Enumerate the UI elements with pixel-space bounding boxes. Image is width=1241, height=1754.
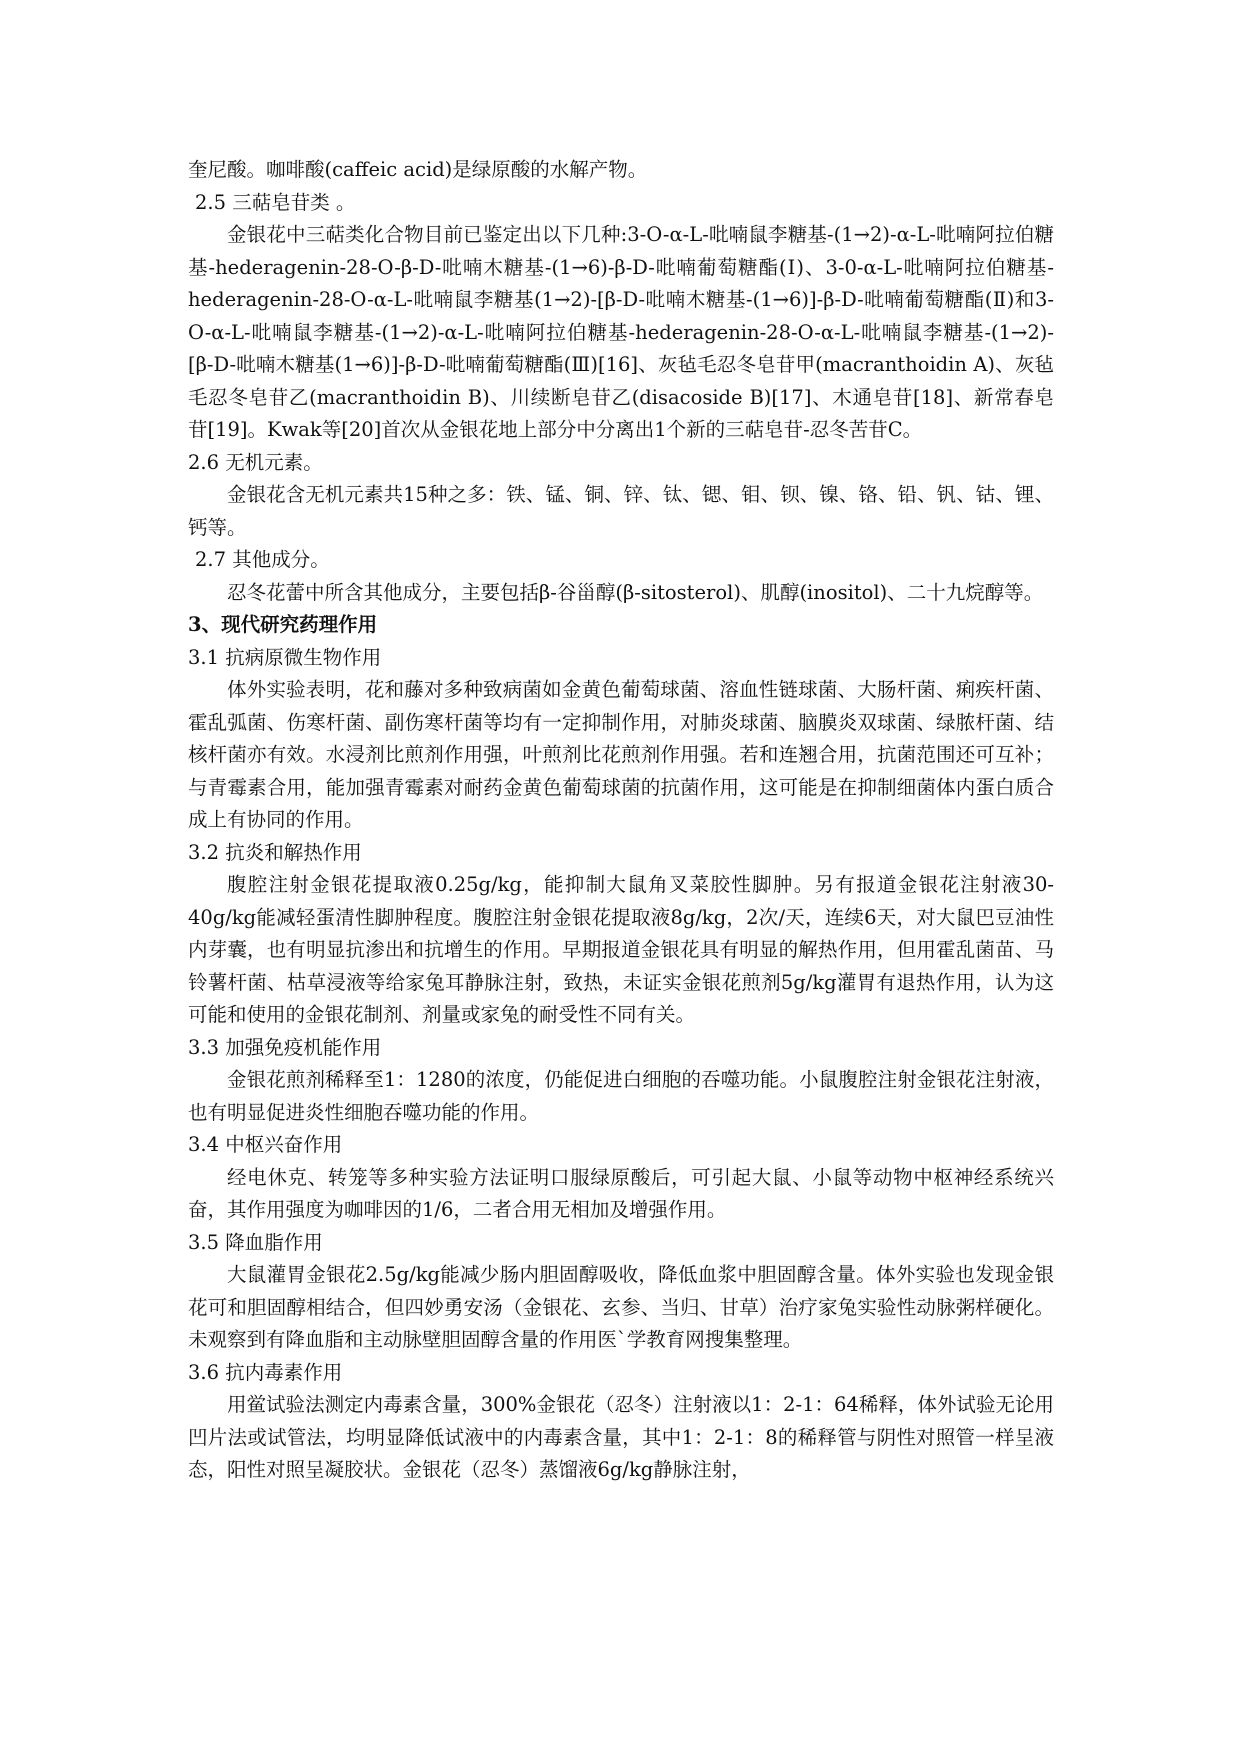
section-heading: 3.6 抗内毒素作用	[188, 1360, 343, 1384]
paragraph: 金银花煎剂稀释至1：1280的浓度，仍能促进白细胞的吞噬功能。小鼠腹腔注射金银花注射液，也有明显促进炎性细胞吞噬功能的作用。	[188, 1068, 1054, 1124]
paragraph: 忍冬花蕾中所含其他成分，主要包括β-谷甾醇(β-sitosterol)、肌醇(inositol)、二十九烷醇等。	[227, 580, 1044, 604]
paragraph: 腹腔注射金银花提取液0.25g/kg，能抑制大鼠角叉菜胶性脚肿。另有报道金银花注射液30-40g/kg能减轻蛋清性脚肿程度。腹腔注射金银花提取液8g/kg，2次/天，连续6天，对大鼠巴豆油性内芽囊，也有明显抗渗出和抗增生的作用。早期报道金银花具有明显的解热作用，但用霍乱菌苗、马铃薯杆菌、枯草浸液等给家兔耳静脉注射，致热，未证实金银花煎剂5g/kg灌胃有退热作用，认为这可能和使用的金银花制剂、剂量或家兔的耐受性不同有关。	[188, 873, 1054, 1026]
paragraph: 经电休克、转笼等多种实验方法证明口服绿原酸后，可引起大鼠、小鼠等动物中枢神经系统兴奋，其作用强度为咖啡因的1/6，二者合用无相加及增强作用。	[188, 1165, 1054, 1221]
paragraph: 大鼠灌胃金银花2.5g/kg能减少肠内胆固醇吸收，降低血浆中胆固醇含量。体外实验也发现金银花可和胆固醇相结合，但四妙勇安汤（金银花、玄参、当归、甘草）治疗家兔实验性动脉粥样硬化。未观察到有降血脂和主动脉壁胆固醇含量的作用医`学教育网搜集整理。	[188, 1263, 1054, 1351]
paragraph: 金银花中三萜类化合物目前已鉴定出以下几种:3-O-α-L-吡喃鼠李糖基-(1→2)-α-L-吡喃阿拉伯糖基-hederagenin-28-O-β-D-吡喃木糖基-(1→6)-β-D-吡喃葡萄糖酯(Ⅰ)、3-0-α-L-吡喃阿拉伯糖基-hederagenin-28-O-α-L-吡喃鼠李糖基(1→2)-[β-D-吡喃木糖基-(1→6)]-β-D-吡喃葡萄糖酯(Ⅱ)和3-O-α-L-吡喃鼠李糖基-(1→2)-α-L-吡喃阿拉伯糖基-hederagenin-28-O-α-L-吡喃鼠李糖基-(1→2)-[β-D-吡喃木糖基(1→6)]-β-D-吡喃葡萄糖酯(Ⅲ)[16]、灰毡毛忍冬皂苷甲(macranthoidin A)、灰毡毛忍冬皂苷乙(macranthoidin B)、川续断皂苷乙(disacoside B)[17]、木通皂苷[18]、新常春皂苷[19]。Kwak等[20]首次从金银花地上部分中分离出1个新的三萜皂苷-忍冬苦苷C。	[188, 223, 1054, 441]
section-heading: 2.6 无机元素。	[188, 450, 323, 474]
paragraph: 金银花含无机元素共15种之多：铁、锰、铜、锌、钛、锶、钼、钡、镍、铬、铅、钒、钴、锂、钙等。	[188, 483, 1054, 539]
section-heading: 3.2 抗炎和解热作用	[188, 840, 362, 864]
section-heading: 2.7 其他成分。	[195, 548, 330, 571]
paragraph: 奎尼酸。咖啡酸(caffeic acid)是绿原酸的水解产物。	[188, 158, 648, 181]
paragraph: 体外实验表明，花和藤对多种致病菌如金黄色葡萄球菌、溶血性链球菌、大肠杆菌、痢疾杆菌、霍乱弧菌、伤寒杆菌、副伤寒杆菌等均有一定抑制作用，对肺炎球菌、脑膜炎双球菌、绿脓杆菌、结核杆菌亦有效。水浸剂比煎剂作用强，叶煎剂比花煎剂作用强。若和连翘合用，抗菌范围还可互补；与青霉素合用，能加强青霉素对耐药金黄色葡萄球菌的抗菌作用，这可能是在抑制细菌体内蛋白质合成上有协同的作用。	[188, 678, 1054, 831]
section-heading: 3.1 抗病原微生物作用	[188, 645, 382, 669]
section-heading: 3.3 加强免疫机能作用	[188, 1035, 382, 1059]
section-heading: 3、现代研究药理作用	[188, 613, 378, 636]
section-heading: 3.5 降血脂作用	[188, 1230, 323, 1254]
document-body	[188, 154, 1054, 1487]
section-heading: 3.4 中枢兴奋作用	[188, 1133, 343, 1156]
paragraph: 用鲎试验法测定内毒素含量，300%金银花（忍冬）注射液以1：2-1：64稀释，体外试验无论用凹片法或试管法，均明显降低试液中的内毒素含量，其中1：2-1：8的稀释管与阴性对照管一样呈液态，阳性对照呈凝胶状。金银花（忍冬）蒸馏液6g/kg静脉注射，	[188, 1393, 1054, 1481]
section-heading: 2.5 三萜皂苷类 。	[195, 190, 356, 214]
